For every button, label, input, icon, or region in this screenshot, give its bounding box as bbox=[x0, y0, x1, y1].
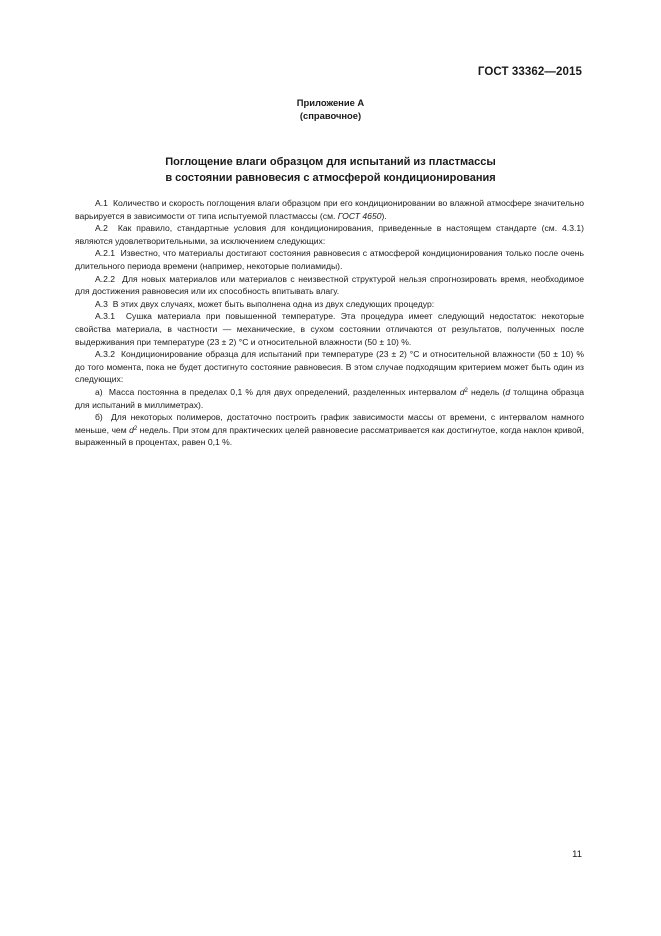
paragraph-a2-1 bbox=[75, 247, 584, 272]
paragraph-number: А.2.2 bbox=[95, 273, 116, 284]
paragraph-text: Количество и скорость поглощения влаги образцом при его кондиционировании во влажной атмосфере значительно варьируется в зависимости от типа испытуемой пластмассы (см. bbox=[75, 198, 585, 221]
exponent: 2 bbox=[464, 387, 468, 394]
title-line-1: Поглощение влаги образцом для испытаний из пластмассы bbox=[165, 156, 496, 168]
paragraph-number: А.3.1 bbox=[95, 311, 116, 322]
paragraph-text: Известно, что материалы достигают состояния равновесия с атмосферой кондиционирования только после очень длительного периода времени (например, некоторые полиамиды). bbox=[75, 248, 585, 271]
paragraph-number: А.2.1 bbox=[95, 248, 116, 259]
paragraph-a3-1 bbox=[75, 310, 584, 348]
paragraph-number: А.2 bbox=[95, 223, 108, 234]
paragraph-number: А.3 bbox=[95, 298, 108, 309]
standard-reference-link[interactable]: ГОСТ 4650 bbox=[337, 210, 382, 221]
variable-d: d bbox=[459, 386, 465, 397]
paragraph-number: А.3.2 bbox=[95, 349, 116, 360]
annex-heading bbox=[0, 96, 661, 122]
annex-type: (справочное) bbox=[299, 110, 362, 121]
list-marker: б) bbox=[95, 412, 103, 423]
paragraph-a3-2 bbox=[75, 348, 584, 386]
list-item-text: толщина образца для испытаний в миллиметрах). bbox=[75, 386, 585, 410]
list-marker: а) bbox=[95, 386, 103, 397]
paragraph-text: Как правило, стандартные условия для кондиционирования, приведенные в настоящем стандарте (см. 4.3.1) являются удовлетворительными, за исключением следующих: bbox=[75, 223, 585, 246]
annex-label: Приложение А bbox=[296, 97, 365, 108]
list-item-text: недель. При этом для практических целей равновесие рассматривается как достигнутое, когда наклон кривой, выраженный в процентах, равен 0,1 %. bbox=[75, 424, 584, 448]
paragraph-text: Для новых материалов или материалов с неизвестной структурой нельзя спрогнозировать время, необходимое для достижения равновесия или их способность впитывать влагу. bbox=[75, 273, 584, 297]
list-item-text: Для некоторых полимеров, достаточно построить график зависимости массы от времени, с интервалом намного меньше, чем bbox=[75, 412, 584, 435]
paragraph-a1 bbox=[75, 197, 584, 222]
title-line-2: в состоянии равновесия с атмосферой кондиционирования bbox=[165, 171, 496, 184]
list-item-text: Масса постоянна в пределах 0,1 % для двух определений, разделенных интервалом bbox=[108, 386, 460, 397]
exponent: 2 bbox=[133, 425, 138, 432]
standard-number: ГОСТ 33362—2015 bbox=[477, 66, 582, 78]
paragraph-a3 bbox=[75, 298, 584, 311]
paragraph-text: Сушка материала при повышенной температуре. Эта процедура имеет следующий недостаток: некоторые свойства материала, в частности — механические, в сухом состоянии отличаются от результатов, полученных после выдерживания при температуре (23 ± 2) °С и относительной влажности (50 ± 10) %. bbox=[75, 311, 584, 347]
paragraph-text: В этих двух случаях, может быть выполнена одна из двух следующих процедур: bbox=[112, 298, 435, 309]
list-item-b bbox=[75, 411, 584, 449]
list-item-a bbox=[75, 386, 584, 411]
paragraph-number: А.1 bbox=[95, 198, 108, 208]
document-title bbox=[0, 155, 661, 186]
paragraph-a2-2 bbox=[75, 273, 584, 298]
document-body bbox=[75, 197, 584, 449]
paragraph-text: ). bbox=[381, 210, 387, 221]
variable-d: d bbox=[129, 424, 134, 435]
paragraph-text: Кондиционирование образца для испытаний при температуре (23 ± 2) °С и относительной влажности (50 ± 10) % до того момента, пока не будет достигнуто состояние равновесия. В этом случае подходящим критерием может быть один из следующих: bbox=[75, 349, 585, 385]
variable-d: d bbox=[505, 386, 511, 397]
paragraph-a2 bbox=[75, 222, 584, 247]
list-item-text: недель ( bbox=[467, 386, 506, 397]
page-number: 11 bbox=[572, 849, 582, 860]
